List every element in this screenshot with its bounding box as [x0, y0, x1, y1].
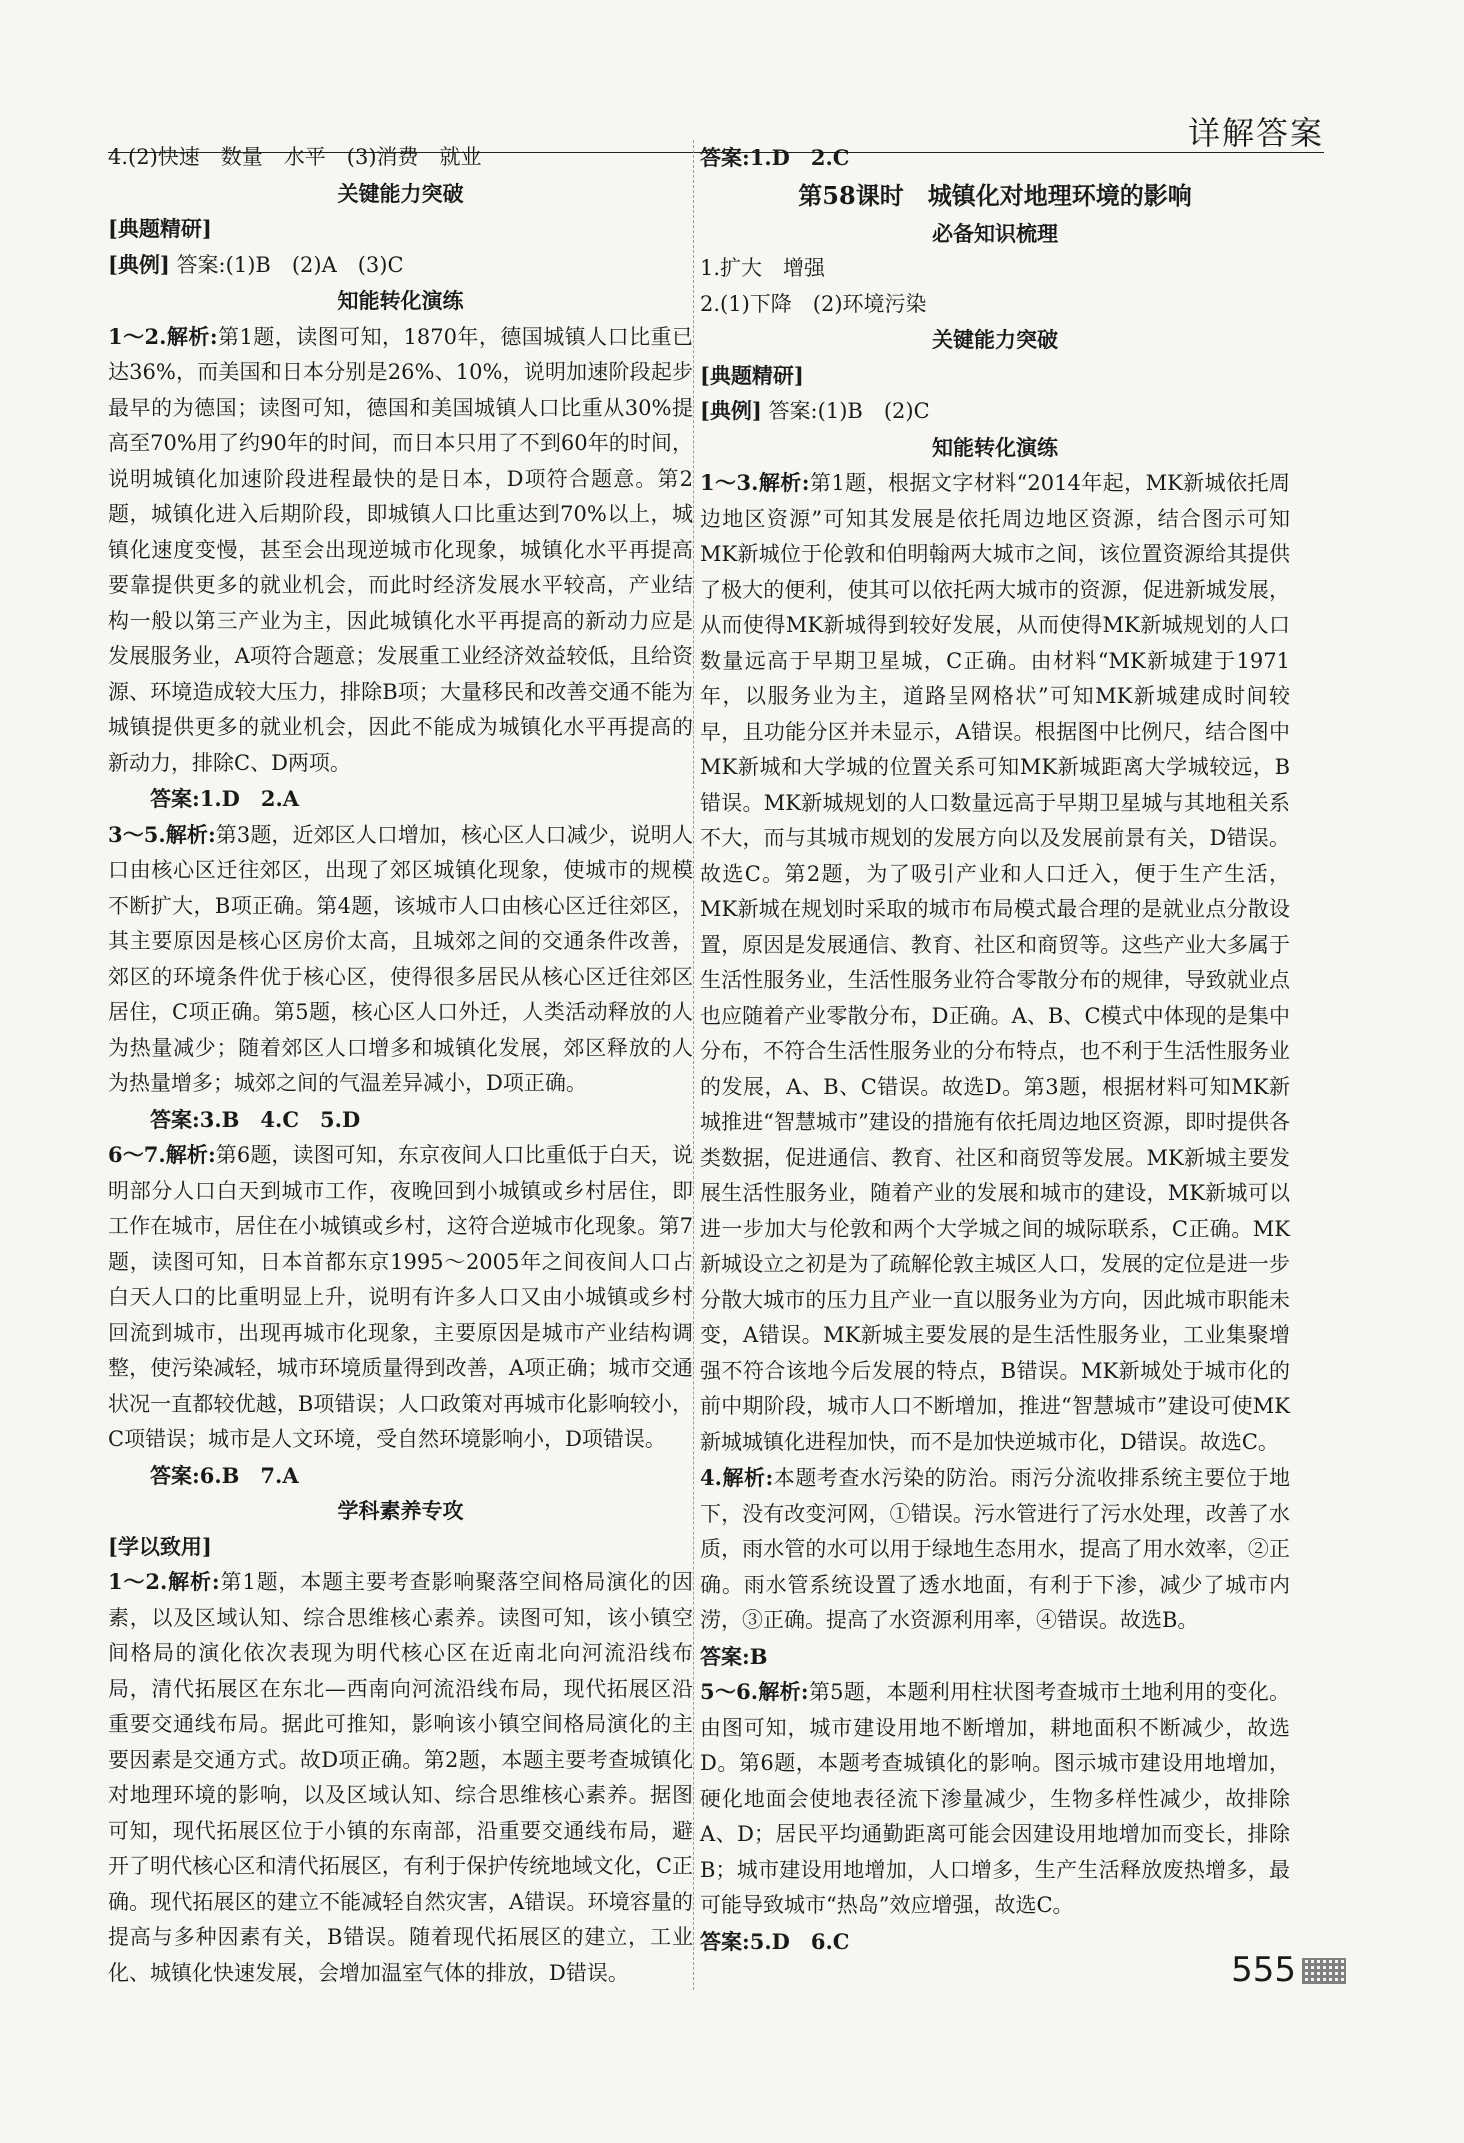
example-answer: 答案:(1)B (2)A (3)C — [176, 252, 404, 277]
answer-line: 答案:6.B 7.A — [150, 1462, 299, 1488]
lesson-title: 第58课时 城镇化对地理环境的影响 — [798, 180, 1192, 210]
question-lead: 1～2.解析: — [108, 1569, 220, 1594]
explanation: 第1题，根据文字材料“2014年起，MK新城依托周边地区资源”可知其发展是依托周边地区资源，结合图示可知MK新城位于伦敦和伯明翰两大城市之间，该位置资源给其提供了极大的便利，使其可以依托两大城市的资源，促进新城发展，从而使得MK新城得到较好发展，从而使得MK新城规划的人口数量远高于早期卫星城，C正确。由材料“MK新城建于1971年，以服务业为主，道路呈网格状”可知MK新城建成时间较早，且功能分区并未显示，A错误。根据图中比例尺，结合图中MK新城和大学城的位置关系可知MK新城距离大学城较远，B错误。MK新城规划的人口数量远高于早期卫星城与其地租关系不大，而与其城市规划的发展方向以及发展前景有关，D错误。故选C。第2题，为了吸引产业和人口迁入，便于生产生活，MK新城在规划时采取的城市布局模式最合理的是就业点分散设置，原因是发展通信、教育、社区和商贸等。这些产业大多属于生活性服务业，生活性服务业符合零散分布的规律，导致就业点也应随着产业零散分布，D正确。A、B、C模式中体现的是集中分布，不符合生活性服务业的分布特点，也不利于生活性服务业的发展，A、B、C错误。故选D。第3题，根据材料可知MK新城推进“智慧城市”建设的措施有依托周边地区资源，即时提供各类数据，促进通信、教育、社区和商贸等发展。MK新城主要发展生活性服务业，随着产业的发展和城市的建设，MK新城可以进一步加大与伦敦和两个大学城之间的城际联系，C正确。MK新城设立之初是为了疏解伦敦主城区人口，发展的定位是进一步分散大城市的压力且产业一直以服务业为方向，因此城市职能未变，A错误。MK新城主要发展的是生活性服务业，工业集聚增强不符合该地今后发展的特点，B错误。MK新城处于城市化的前中期阶段，城市人口不断增加，推进“智慧城市”建设可使MK新城城镇化进程加快，而不是加快逆城市化，D错误。故选C。 — [700, 471, 1290, 1454]
explanation: 第3题，近郊区人口增加，核心区人口减少，说明人口由核心区迁往郊区，出现了郊区城镇化现象，使城市的规模不断扩大，B项正确。第4题，该城市人口由核心区迁往郊区，其主要原因是核心区房价太高，且城郊之间的交通条件改善，郊区的环境条件优于核心区，使得很多居民从核心区迁往郊区居住，C项正确。第5题，核心区人口外迁，人类活动释放的人为热量减少；随着郊区人口增多和城镇化发展，郊区释放的人为热量增多；城郊之间的气温差异减小，D项正确。 — [108, 822, 694, 1095]
explanation: 第1题，读图可知，1870年，德国城镇人口比重已达36%，而美国和日本分别是26%、10%，说明加速阶段起步最早的为德国；读图可知，德国和美国城镇人口比重从30%提高至70%用了约90年的时间，而日本只用了不到60年的时间，说明城镇化加速阶段进程最快的是日本，D项符合题意。第2题，城镇化进入后期阶段，即城镇人口比重达到70%以上，城镇化速度变慢，甚至会出现逆城市化现象，城镇化水平再提高要靠提供更多的就业机会，而此时经济发展水平较高，产业结构一般以第三产业为主，因此城镇化水平再提高的新动力应是发展服务业，A项符合题意；发展重工业经济效益较低，且给资源、环境造成较大压力，排除B项；大量移民和改善交通不能为城镇提供更多的就业机会，因此不能成为城镇化水平再提高的新动力，排除C、D两项。 — [108, 324, 693, 775]
example-label: [典例] — [108, 251, 170, 277]
section-tag: [学以致用] — [108, 1533, 212, 1559]
answer-line: 答案:1.D 2.C — [700, 145, 850, 170]
left-top-line: 4.(2)快速 数量 水平 (3)消费 就业 — [108, 145, 482, 169]
example-row — [700, 393, 1290, 430]
answer-line: 答案:1.D 2.A — [150, 786, 300, 811]
header-title: 详解答案 — [1187, 114, 1324, 152]
explanation: 本题考查水污染的防治。雨污分流收排系统主要位于地下，没有改变河网，①错误。污水管进行了污水处理，改善了水质，雨水管的水可以用于绿地生态用水，提高了用水效率，②正确。雨水管系统设置了透水地面，有利于下渗，减少了城市内涝，③正确。提高了水资源利用率，④错误。故选B。 — [700, 1466, 1290, 1632]
answer-paragraph — [108, 1137, 693, 1458]
section-heading: 学科素养专攻 — [337, 1498, 464, 1523]
qr-code-icon — [1302, 1958, 1346, 1984]
section-tag: [典题精研] — [700, 362, 804, 388]
section-tag: [典题精研] — [108, 216, 212, 241]
question-lead: 5～6.解析: — [700, 1679, 809, 1704]
answer-paragraph — [700, 1460, 1290, 1639]
page-number: 555 — [1231, 1950, 1296, 1990]
answer-paragraph — [700, 465, 1290, 1460]
answer-line: 答案:5.D 6.C — [700, 1928, 850, 1954]
explanation: 第5题，本题利用柱状图考查城市土地利用的变化。由图可知，城市建设用地不断增加，耕地面积不断减少，故选D。第6题，本题考查城镇化的影响。图示城市建设用地增加，硬化地面会使地表径流下渗量减少，生物多样性减少，故排除A、D；居民平均通勤距离可能会因建设用地增加而变长，排除B；城市建设用地增加，人口增多，生产生活释放废热增多，最可能导致城市“热岛”效应增强，故选C。 — [700, 1680, 1291, 1917]
knowledge-item: 2.(1)下降 (2)环境污染 — [700, 291, 927, 316]
question-lead: 1～2.解析: — [108, 323, 218, 349]
section-heading: 知能转化演练 — [932, 434, 1058, 460]
answer-paragraph — [700, 1674, 1290, 1924]
question-lead: 6～7.解析: — [108, 1142, 216, 1167]
explanation: 第6题，读图可知，东京夜间人口比重低于白天，说明部分人口白天到城市工作，夜晚回到小城镇或乡村居住，即工作在城市，居住在小城镇或乡村，这符合逆城市化现象。第7题，读图可知，日本首都东京1995～2005年之间夜间人口占白天人口的比重明显上升，说明有许多人口又由小城镇或乡村回流到城市，出现再城市化现象，主要原因是城市产业结构调整，使污染减轻，城市环境质量得到改善，A项正确；城市交通状况一直都较优越，B项错误；人口政策对再城市化影响较小，C项错误；城市是人文环境，受自然环境影响小，D项错误。 — [108, 1143, 694, 1451]
question-lead: 3～5.解析: — [108, 821, 216, 847]
example-row — [108, 247, 693, 284]
answer-paragraph — [108, 319, 693, 782]
explanation: 第1题，本题主要考查影响聚落空间格局演化的因素，以及区域认知、综合思维核心素养。读图可知，该小镇空间格局的演化依次表现为明代核心区在近南北向河流沿线布局，清代拓展区在东北—西南向河流沿线布局，现代拓展区沿重要交通线布局。据此可推知，影响该小镇空间格局演化的主要因素是交通方式。故D项正确。第2题，本题主要考查城镇化对地理环境的影响，以及区域认知、综合思维核心素养。据图可知，现代拓展区位于小镇的东南部，沿重要交通线布局，避开了明代核心区和清代拓展区，有利于保护传统地域文化，C正确。现代拓展区的建立不能减轻自然灾害，A错误。环境容量的提高与多种因素有关，B错误。随着现代拓展区的建立，工业化、城镇化快速发展，会增加温室气体的排放，D错误。 — [108, 1570, 693, 1985]
answer-line: 答案:3.B 4.C 5.D — [150, 1106, 361, 1132]
left-column — [108, 140, 693, 1991]
section-heading: 知能转化演练 — [337, 288, 464, 313]
right-column — [700, 140, 1290, 1959]
example-label: [典例] — [700, 398, 762, 423]
section-heading: 关键能力突破 — [337, 180, 464, 206]
question-lead: 4.解析: — [700, 1465, 774, 1490]
answer-line: 答案:B — [700, 1643, 768, 1669]
section-heading: 必备知识梳理 — [932, 220, 1058, 246]
knowledge-item: 1.扩大 增强 — [700, 256, 826, 280]
example-answer: 答案:(1)B (2)C — [768, 399, 930, 423]
question-lead: 1～3.解析: — [700, 470, 810, 495]
answer-paragraph — [108, 1564, 693, 1991]
answer-paragraph — [108, 817, 693, 1102]
column-divider — [693, 140, 694, 1990]
section-heading: 关键能力突破 — [932, 327, 1058, 352]
